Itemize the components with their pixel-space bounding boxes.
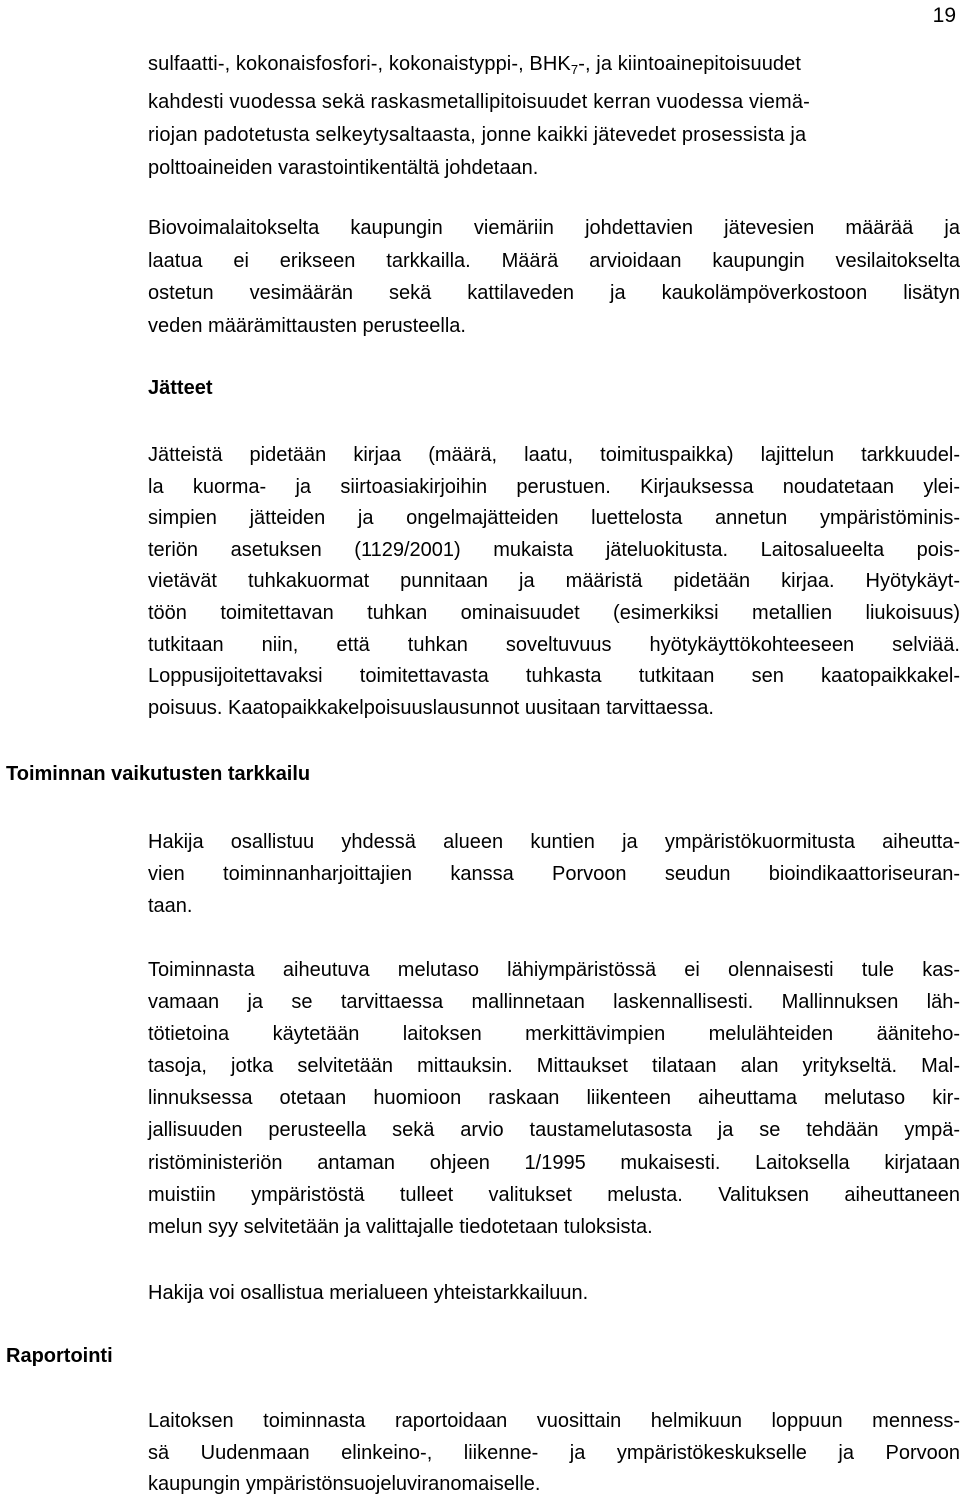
text-line: veden määrämittausten perusteella. xyxy=(148,314,466,337)
paragraph-noise xyxy=(148,954,960,1243)
paragraph-wastewater-sewer xyxy=(148,212,960,342)
text-line: ostetun vesimäärän sekä kattilaveden ja kaukolämpöverkostoon lisätyn xyxy=(148,282,960,304)
heading-raportointi: Raportointi xyxy=(6,1345,113,1367)
text-line: simpien jätteiden ja ongelmajätteiden luettelosta annetun ympäristöminis- xyxy=(148,507,960,530)
paragraph-waste-records xyxy=(148,440,960,724)
text-line: melun syy selvitetään ja valittajalle tiedotetaan tuloksista. xyxy=(148,1215,653,1238)
paragraph-reporting xyxy=(148,1406,960,1501)
text-line: sulfaatti-, kokonaisfosfori-, kokonaistyppi-, $BHK_7-$, ja kiintoainepitoisuudet xyxy=(148,53,802,77)
text-line: poisuus. Kaatopaikkakelpoisuuslausunnot uusitaan tarvittaessa. xyxy=(148,696,714,719)
text-line: riojan padotetusta selkeytysaltaasta, jonne kaikki jätevedet prosessista ja xyxy=(148,124,807,146)
text-line: kaupungin ympäristönsuojeluviranomaiselle. xyxy=(148,1473,541,1495)
text-line: Hakija osallistuu yhdessä alueen kuntien ja ympäristökuormitusta aiheutta- xyxy=(148,831,960,853)
text-line: Biovoimalaitokselta kaupungin viemäriin johdettavien jätevesien määrää ja xyxy=(148,217,960,239)
paragraph-bioindicator xyxy=(148,826,960,922)
text-line: kahdesti vuodessa sekä raskasmetallipitoisuudet kerran vuodessa viemä- xyxy=(148,91,810,113)
text-line: Laitoksen toiminnasta raportoidaan vuosittain helmikuun loppuun menness- xyxy=(148,1410,960,1432)
text-line: vien toiminnanharjoittajien kanssa Porvoon seudun bioindikaattoriseuran- xyxy=(148,863,960,885)
text-line: Loppusijoitettavaksi toimitettavasta tuhkasta tutkitaan sen kaatopaikkakel- xyxy=(148,665,960,688)
text-line: vietävät tuhkakuormat punnitaan ja määristä pidetään kirjaa. Hyötykäyt- xyxy=(148,570,960,593)
text-line: linnuksessa otetaan huomioon raskaan liikenteen aiheuttama melutaso kir- xyxy=(148,1087,960,1110)
text-line: Hakija voi osallistua merialueen yhteistarkkailuun. xyxy=(148,1282,589,1304)
text-line: laatua ei erikseen tarkkailla. Määrä arvioidaan kaupungin vesilaitokselta xyxy=(148,249,960,272)
text-line: töön toimitettavan tuhkan ominaisuudet (esimerkiksi metallien liukoisuus) xyxy=(148,601,960,624)
page-number: 19 xyxy=(932,4,956,27)
text-line: la kuorma- ja siirtoasiakirjoihin perustuen. Kirjauksessa noudatetaan ylei- xyxy=(148,475,960,498)
text-line: tötietoina käytetään laitoksen merkittävimpien melulähteiden äänitehо- xyxy=(148,1023,960,1046)
text-line: tasoja, jotka selvitetään mittauksin. Mittaukset tilataan alan yritykseltä. Mal- xyxy=(148,1055,960,1078)
text-line: ristöministeriön antaman ohjeen 1/1995 mukaisesti. Laitoksella kirjataan xyxy=(148,1151,960,1174)
text-line: sä Uudenmaan elinkeino-, liikenne- ja ympäristökeskukselle ja Porvoon xyxy=(148,1441,960,1464)
text-line: vamaan ja se tarvittaessa mallinnetaan laskennallisesti. Mallinnuksen läh- xyxy=(148,991,960,1014)
paragraph-sea-monitoring xyxy=(148,1277,960,1309)
text-line: taan. xyxy=(148,895,193,917)
text-line: tutkitaan niin, että tuhkan soveltuvuus hyötykäyttökohteeseen selviää. xyxy=(148,633,960,656)
heading-jatteet: Jätteet xyxy=(148,377,213,399)
text-line: jallisuuden perusteella sekä arvio taustamelutasosta ja se tehdään ympä- xyxy=(148,1119,960,1142)
text-line: Jätteistä pidetään kirjaa (määrä, laatu, toimituspaikka) lajittelun tarkkuudel- xyxy=(148,444,960,466)
paragraph-monitoring-parameters xyxy=(148,48,960,185)
heading-toiminnan-vaikutusten-tarkkailu: Toiminnan vaikutusten tarkkailu xyxy=(6,763,311,785)
text-line: teriön asetuksen (1129/2001) mukaista jäteluokitusta. Laitosalueelta pois- xyxy=(148,538,960,561)
text-line: polttoaineiden varastointikentältä johdetaan. xyxy=(148,157,539,179)
text-line: Toiminnasta aiheutuva melutaso lähiympäristössä ei olennaisesti tule kas- xyxy=(148,959,960,981)
subscript-7: 7 xyxy=(570,62,579,77)
text-line: muistiin ympäristöstä tulleet valitukset melusta. Valituksen aiheuttaneen xyxy=(148,1183,960,1206)
